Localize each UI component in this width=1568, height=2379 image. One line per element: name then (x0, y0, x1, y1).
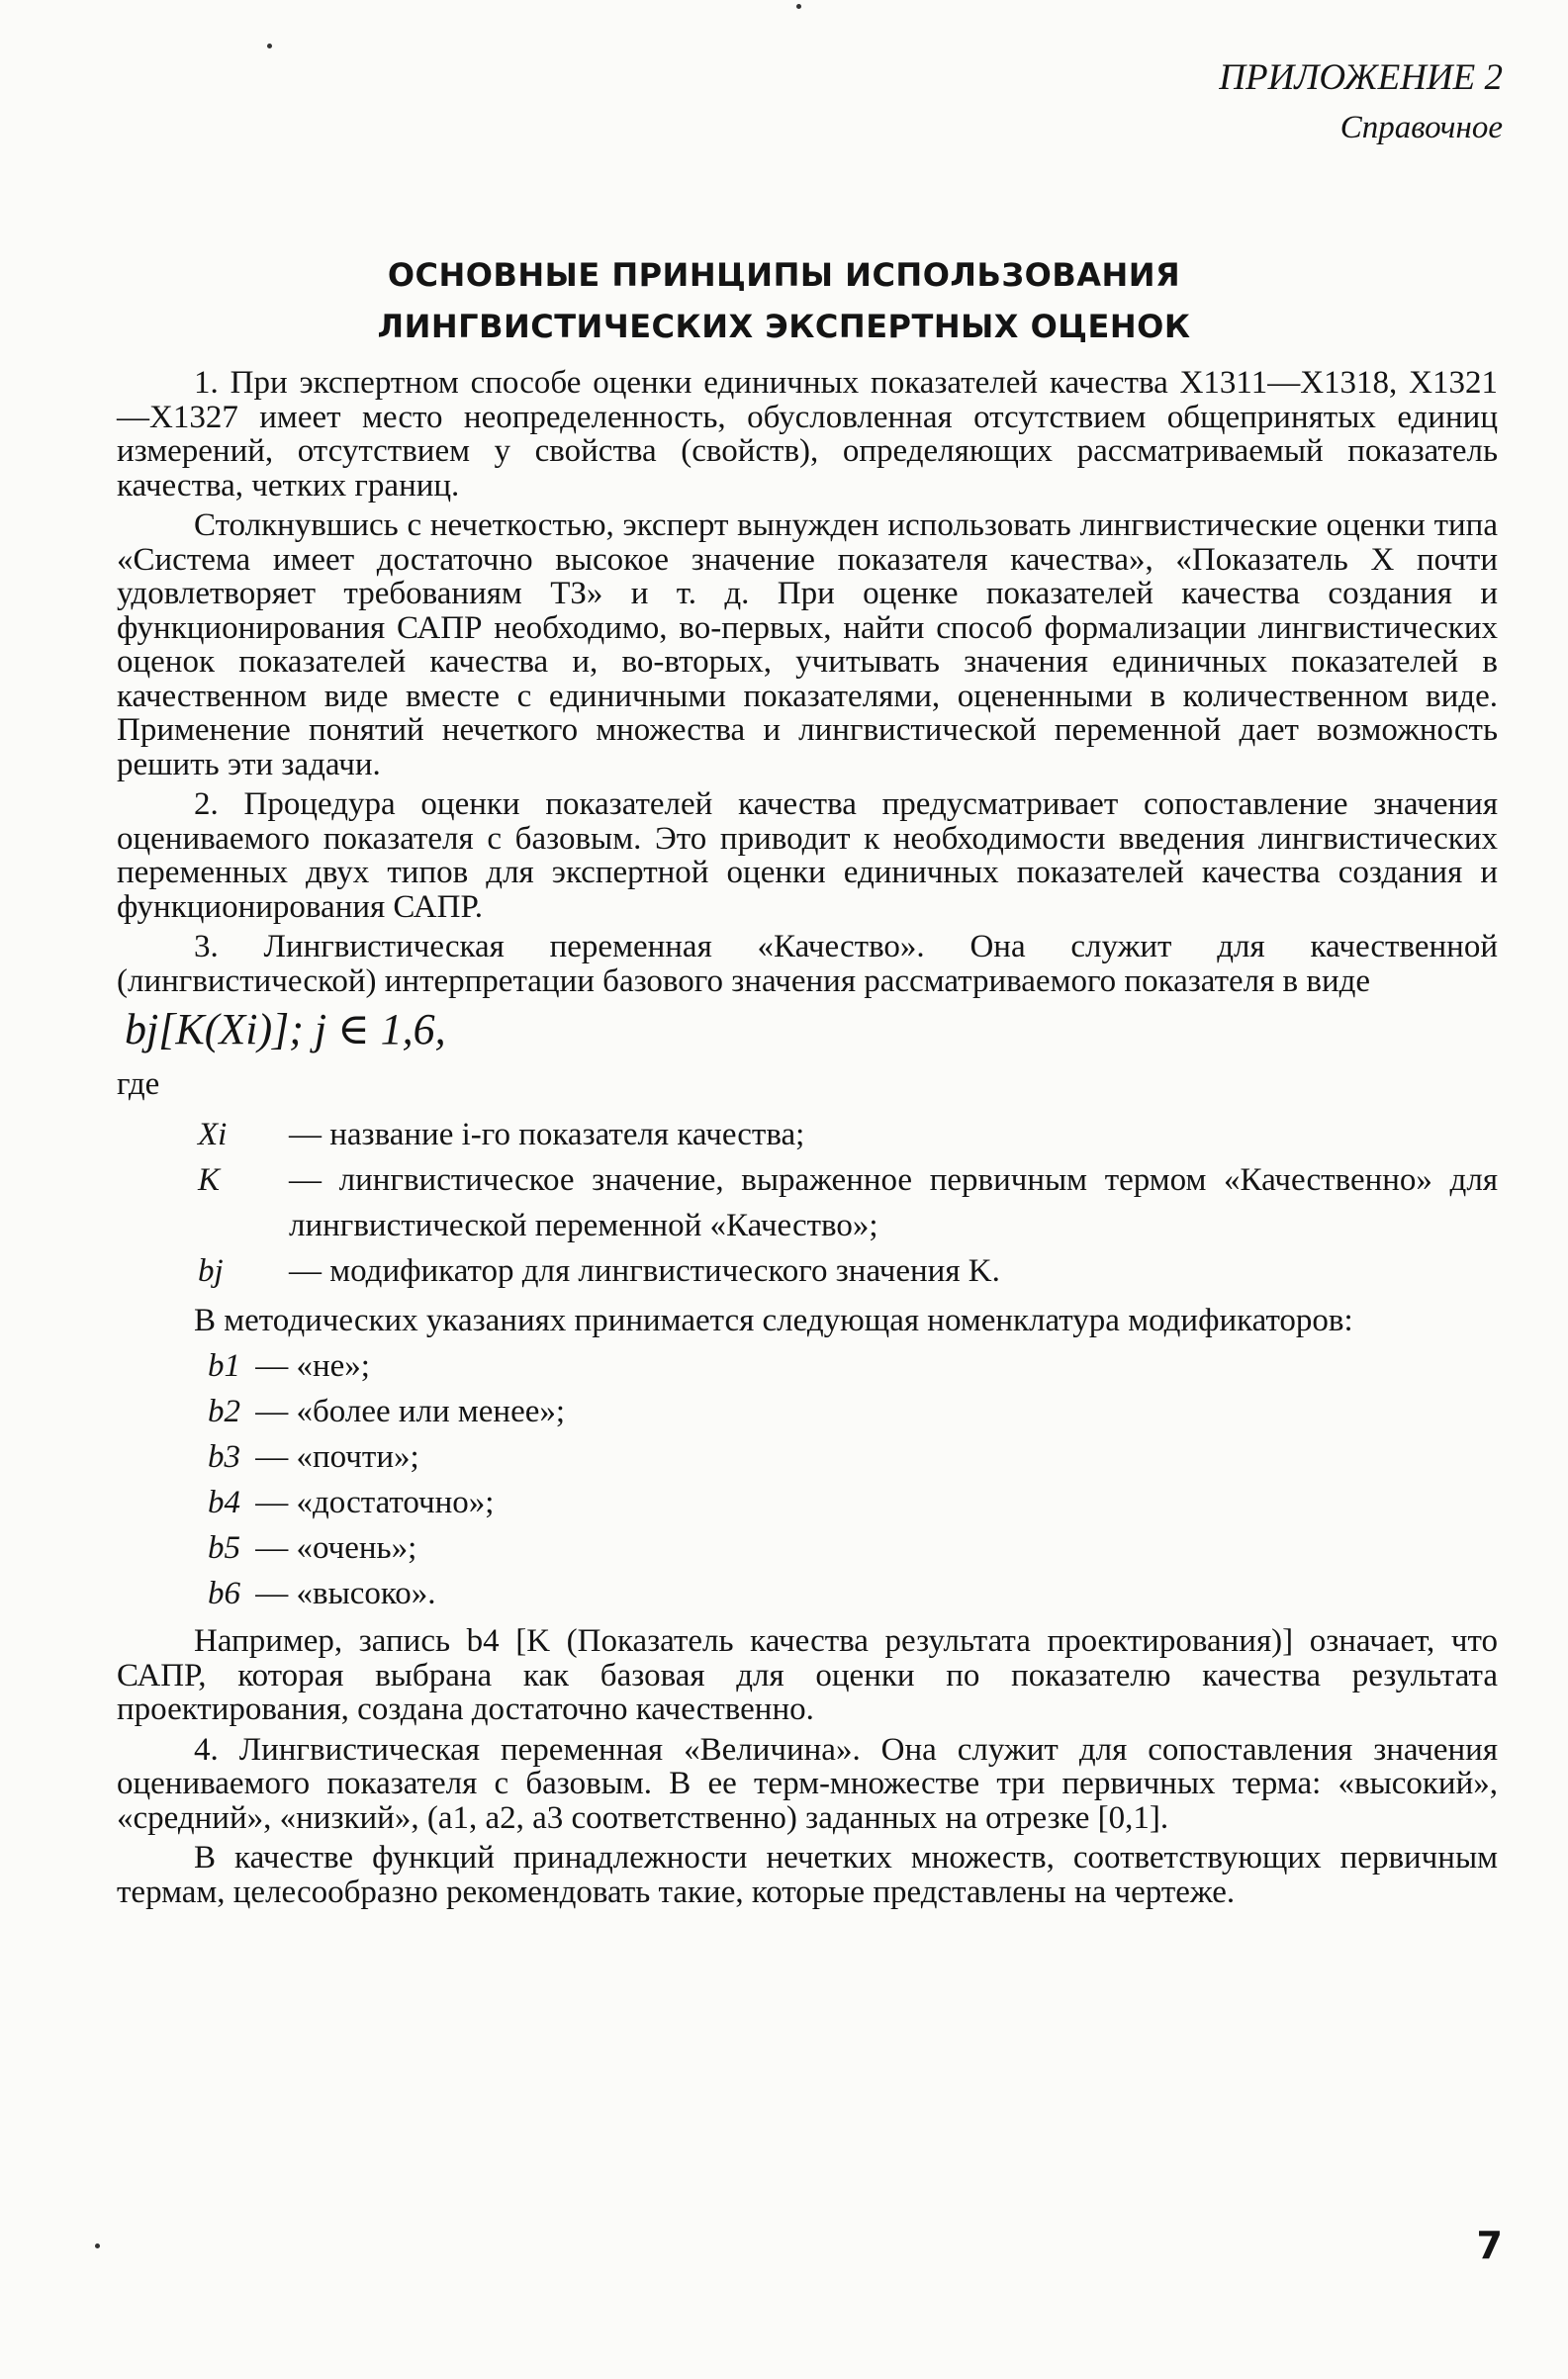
modifier-text: — «очень»; (255, 1530, 417, 1566)
definition-text: — лингвистическое значение, выраженное первичным термом «Качественно» для лингвистической переменной «Качество»; (289, 1161, 1498, 1243)
formula (117, 1004, 1498, 1059)
modifier-item (208, 1389, 1498, 1434)
definition-item (198, 1112, 1498, 1157)
definition-item (198, 1248, 1498, 1294)
paragraph-6: Например, запись b4 [K (Показатель качества результата проектирования)] означает, что САПР, которая выбрана как базовая для оценки по показателю качества результата проектирования, создана достаточно качественно. (117, 1623, 1498, 1727)
modifier-symbol: b5 (208, 1530, 240, 1566)
paragraph-4: 3. Лингвистическая переменная «Качество». Она служит для качественной (лингвистической) интерпретации базового значения рассматриваемого показателя в виде (117, 929, 1498, 999)
definition-symbol: Xi (198, 1116, 228, 1152)
paragraph-7: 4. Лингвистическая переменная «Величина». Она служит для сопоставления значения оцениваемого показателя с базовым. В ее терм-множестве три первичных терма: «высокий», «средний», «низкий», (a1, a2, a3 соответственно) заданных на отрезке [0,1]. (117, 1731, 1498, 1836)
modifier-item (208, 1571, 1498, 1616)
paragraph-3: 2. Процедура оценки показателей качества предусматривает сопоставление значения оцениваемого показателя с базовым. Это приводит к необходимости введения лингвистических переменных двух типов для экспертной оценки единичных показателей качества создания и функционирования САПР. (117, 786, 1498, 925)
paragraph-2: Столкнувшись с нечеткостью, эксперт вынужден использовать лингвистические оценки типа «Система имеет достаточно высокое значение показателя качества», «Показатель X почти удовлетворяет требованиям ТЗ» и т. д. При оценке показателей качества создания и функционирования САПР необходимо, во-первых, найти способ формализации лингвистических оценок показателей качества и, во-вторых, учитывать значения единичных показателей в качественном виде вместе с единичными показателями, оцененными в количественном виде. Применение понятий нечеткого множества и лингвистической переменной дает возможность решить эти задачи. (117, 507, 1498, 782)
modifier-symbol: b2 (208, 1394, 240, 1429)
modifier-item (208, 1525, 1498, 1571)
modifier-item (208, 1480, 1498, 1525)
definition-symbol: K (198, 1161, 221, 1198)
page-title (0, 249, 1568, 352)
modifier-list (208, 1343, 1498, 1616)
page-number: 7 (1476, 2224, 1503, 2267)
title-line-1: ОСНОВНЫЕ ПРИНЦИПЫ ИСПОЛЬЗОВАНИЯ (387, 256, 1181, 294)
modifier-item (208, 1343, 1498, 1389)
modifier-symbol: b6 (208, 1576, 240, 1611)
body-text (117, 366, 1498, 1915)
modifier-symbol: b3 (208, 1439, 240, 1475)
definition-symbol: bj (198, 1252, 224, 1289)
modifier-text: — «не»; (255, 1348, 370, 1384)
paragraph-5: В методических указаниях принимается следующая номенклатура модификаторов: (194, 1302, 1353, 1338)
scan-speck (95, 2243, 100, 2248)
modifier-symbol: b1 (208, 1348, 240, 1384)
formula-expression: bj[K(Xi)]; j ∈ 1,6, (125, 1005, 446, 1053)
modifier-text: — «почти»; (255, 1439, 419, 1475)
where-label: где (117, 1066, 160, 1102)
definition-list (198, 1112, 1498, 1294)
modifier-symbol: b4 (208, 1485, 240, 1520)
modifier-item (208, 1434, 1498, 1480)
paragraph-1: 1. При экспертном способе оценки единичных показателей качества X1311—X1318, X1321—X1327 имеет место неопределенность, обусловленная отсутствием общепринятых единиц измерений, отсутствием у свойства (свойств), определяющих рассматриваемый показатель качества, четких границ. (117, 365, 1498, 503)
appendix-header (1219, 53, 1503, 152)
modifier-text: — «более или менее»; (255, 1394, 566, 1429)
modifier-text: — «достаточно»; (255, 1485, 495, 1520)
definition-item (198, 1157, 1498, 1248)
appendix-label: ПРИЛОЖЕНИЕ 2 (1219, 57, 1503, 98)
modifier-text: — «высоко». (255, 1576, 436, 1611)
scan-speck (796, 4, 801, 9)
definition-text: — название i-го показателя качества; (289, 1116, 805, 1152)
paragraph-8: В качестве функций принадлежности нечетких множеств, соответствующих первичным термам, целесообразно рекомендовать такие, которые представлены на чертеже. (117, 1840, 1498, 1910)
definition-text: — модификатор для лингвистического значения K. (289, 1252, 1000, 1289)
scan-speck (267, 44, 272, 48)
title-line-2: ЛИНГВИСТИЧЕСКИХ ЭКСПЕРТНЫХ ОЦЕНОК (377, 308, 1191, 345)
appendix-kind: Справочное (1339, 110, 1503, 145)
